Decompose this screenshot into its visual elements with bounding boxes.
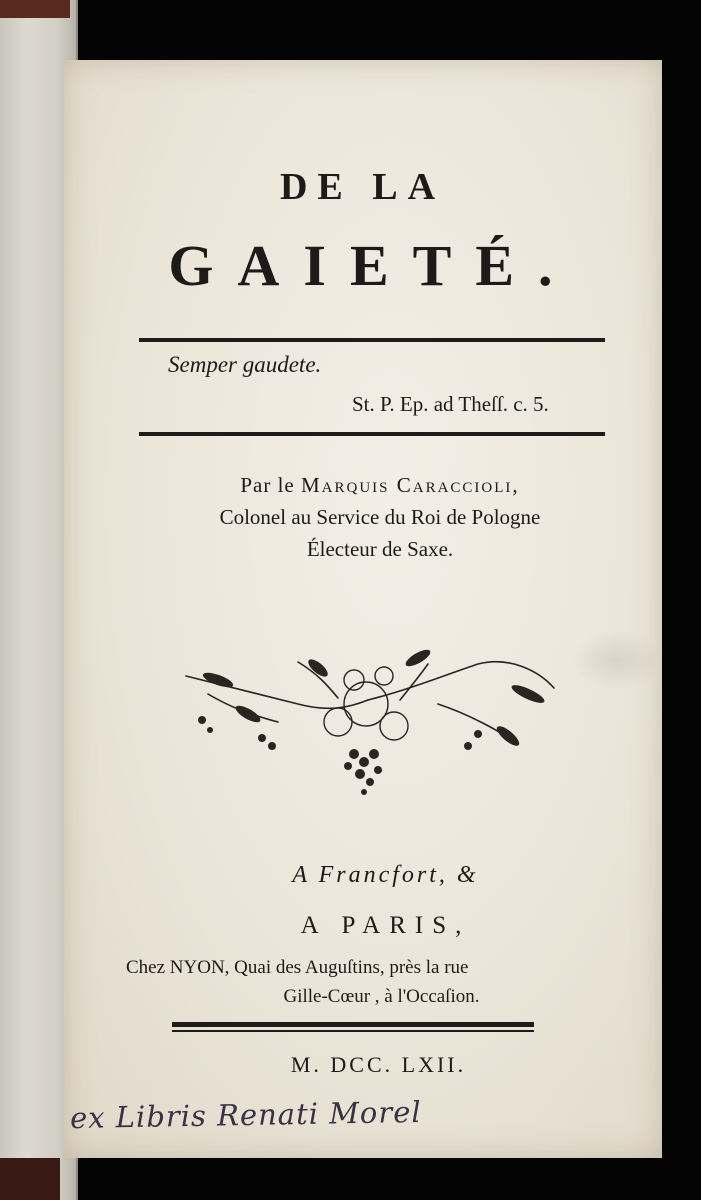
imprint-date: M. DCC. LXII. [290, 1052, 467, 1077]
imprint-place-2: A PARIS, [300, 912, 471, 939]
imprint-place-1: A Francfort, & [292, 862, 479, 888]
author-prefix: Par le [240, 473, 295, 497]
middle-rule [139, 432, 605, 436]
author-line-2: Colonel au Service du Roi de Pologne [219, 505, 541, 529]
title-line-2: GAIETÉ. [168, 233, 577, 298]
cover-leather-bottom [0, 1158, 60, 1200]
handwritten-ex-libris: ex Libris Renati Morel [69, 1094, 422, 1136]
epigraph-citation: St. P. Ep. ad Theſſ. c. 5. [352, 392, 549, 416]
top-rule [139, 338, 605, 342]
epigraph-motto: Semper gaudete. [168, 352, 322, 377]
paper-stain [572, 630, 662, 690]
imprint-address: Gille-Cœur , à l'Occaſion. [283, 986, 480, 1007]
cover-leather-edge [0, 0, 70, 18]
title-line-1: DE LA [279, 166, 446, 208]
author-line-1 [100, 470, 660, 500]
author-name: Marquis Caraccioli, [300, 473, 520, 497]
author-line-3: Électeur de Saxe. [306, 537, 454, 561]
floral-ornament [178, 634, 562, 806]
imprint-double-rule [172, 1022, 534, 1032]
imprint-publisher: Chez NYON, Quai des Auguſtins, près la rue [126, 957, 469, 978]
